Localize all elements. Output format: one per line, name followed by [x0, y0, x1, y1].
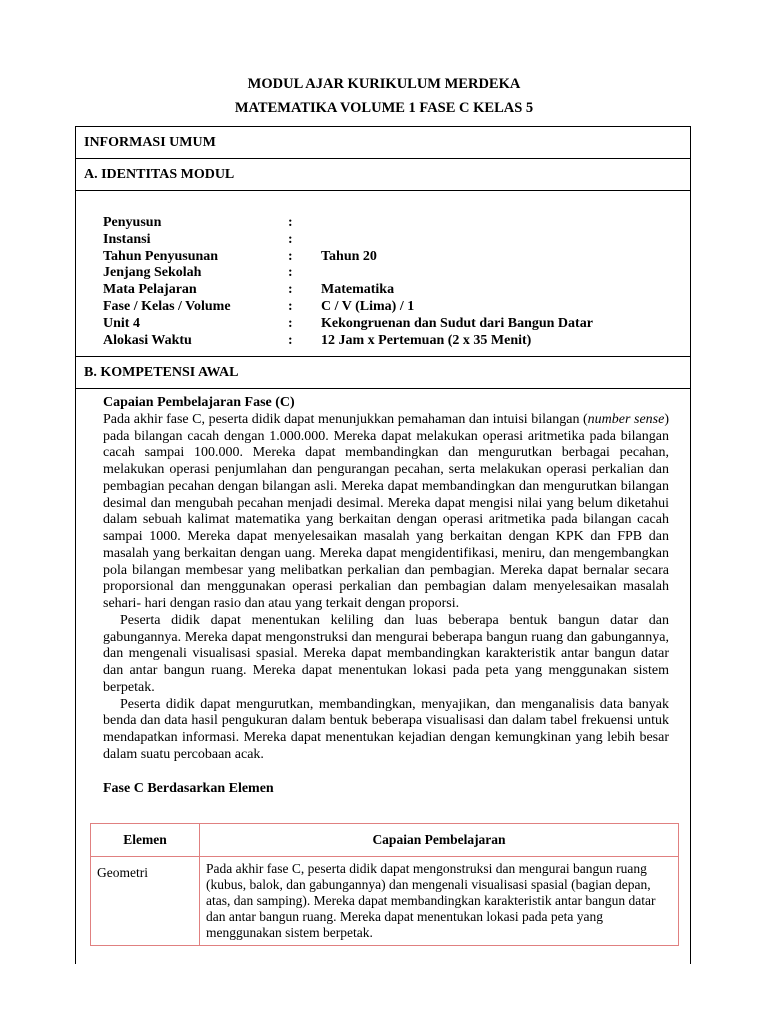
divider [76, 388, 690, 389]
cp-p1-text-a: Pada akhir fase C, peserta didik dapat menunjukkan pemahaman dan intuisi bilangan ( [103, 411, 588, 427]
cp-heading: Capaian Pembelajaran Fase (C) [103, 395, 295, 410]
section-identitas-modul: A. IDENTITAS MODUL [84, 167, 235, 182]
elemen-table [90, 823, 679, 946]
identitas-label: Penyusun [103, 215, 162, 230]
identitas-colon: : [288, 215, 293, 230]
identitas-label: Tahun Penyusunan [103, 248, 219, 264]
identitas-label: Alokasi Waktu [103, 332, 192, 348]
cp-paragraph-3: Peserta didik dapat mengurutkan, membandingkan, menyajikan, dan menganalisis data banyak benda dan data hasil pengukuran dalam bentuk beberapa visualisasi dan dalam tabel frekuensi untuk mendapatkan informasi. Mereka dapat menentukan kejadian dengan kemungkinan yang lebih besar dalam suatu percobaan acak. [103, 696, 669, 762]
identitas-colon: : [288, 282, 293, 298]
cp-paragraph-2: Peserta didik dapat menentukan keliling dan luas beberapa bentuk bangun datar dan gabungannya. Mereka dapat mengonstruksi dan mengurai beberapa bangun ruang dan gabungannya, dan mengenali visualisasi spasial. Mereka dapat membandingkan karakteristik antar bangun datar dan antar bangun ruang. Mereka dapat menentukan lokasi pada peta yang menggunakan sistem berpetak. [103, 612, 669, 695]
identitas-value: Kekongruenan dan Sudut dari Bangun Datar [321, 315, 593, 331]
divider [76, 190, 690, 191]
module-frame [75, 126, 691, 964]
identitas-label: Fase / Kelas / Volume [103, 298, 231, 314]
identitas-label: Instansi [103, 231, 151, 247]
document-title-line-2: MATEMATIKA VOLUME 1 FASE C KELAS 5 [234, 100, 534, 116]
identitas-colon: : [288, 315, 293, 331]
elemen-heading: Fase C Berdasarkan Elemen [103, 780, 274, 796]
divider [76, 356, 690, 357]
identitas-colon: : [288, 231, 293, 247]
identitas-value: 12 Jam x Pertemuan (2 x 35 Menit) [321, 332, 532, 348]
identitas-colon: : [288, 265, 293, 281]
identitas-label: Mata Pelajaran [103, 282, 197, 298]
identitas-value: C / V (Lima) / 1 [321, 298, 415, 314]
table-cell-capaian: Pada akhir fase C, peserta didik dapat mengonstruksi dan mengurai bangun ruang (kubus, balok, dan gabungannya) dan mengenali visualisasi spasial (bagian depan, atas, dan samping). Mereka dapat membandingkan karakteristik antar bangun datar dan antar bangun ruang. Mereka dapat menentukan lokasi pada peta yang menggunakan sistem berpetak. [200, 857, 679, 946]
identitas-colon: : [288, 248, 293, 264]
identitas-label: Unit 4 [103, 315, 140, 331]
table-row [91, 857, 679, 946]
cp-paragraph-1 [103, 412, 669, 613]
section-informasi-umum: INFORMASI UMUM [84, 135, 216, 150]
identitas-colon: : [288, 332, 293, 348]
table-header-capaian: Capaian Pembelajaran [200, 824, 679, 857]
identitas-value: Matematika [321, 282, 395, 298]
document-title-line-1: MODUL AJAR KURIKULUM MERDEKA [247, 76, 521, 92]
table-cell-elemen: Geometri [91, 857, 200, 946]
identitas-colon: : [288, 298, 293, 314]
table-header-row [91, 824, 679, 857]
kompetensi-content [103, 395, 669, 797]
divider [76, 158, 690, 159]
table-header-elemen: Elemen [91, 824, 200, 857]
cp-p1-text-b: ) pada bilangan cacah dengan 1.000.000. Mereka dapat melakukan operasi aritmetika pada bilangan cacah sampai 100.000. Mereka dapat membandingkan dan mengurutkan berbagai pecahan, melakukan operasi penjumlahan dan pengurangan pecahan, serta melakukan operasi perkalian dan pembagian pecahan dengan bilangan asli. Mereka dapat membandingkan dan mengurutkan bilangan desimal dan mengubah pecahan menjadi desimal. Mereka dapat mengisi nilai yang belum diketahui dalam sebuah kalimat matematika yang berkaitan dengan operasi aritmetika pada bilangan cacah sampai 1000. Mereka dapat menyelesaikan masalah yang berkaitan dengan KPK dan FPB dan masalah yang berkaitan dengan uang. Mereka dapat mengidentifikasi, meniru, dan mengembangkan pola bilangan membesar yang melibatkan perkalian dan pembagian. Mereka dapat bernalar secara proporsional dan menggunakan operasi perkalian dan pembagian dalam menyelesaikan masalah sehari- hari dengan rasio dan atau yang terkait dengan proporsi. [103, 411, 669, 611]
identitas-label: Jenjang Sekolah [103, 265, 202, 281]
section-kompetensi-awal: B. KOMPETENSI AWAL [84, 365, 239, 380]
identitas-value: Tahun 20 [321, 248, 377, 264]
cp-p1-italic: number sense [587, 411, 665, 427]
